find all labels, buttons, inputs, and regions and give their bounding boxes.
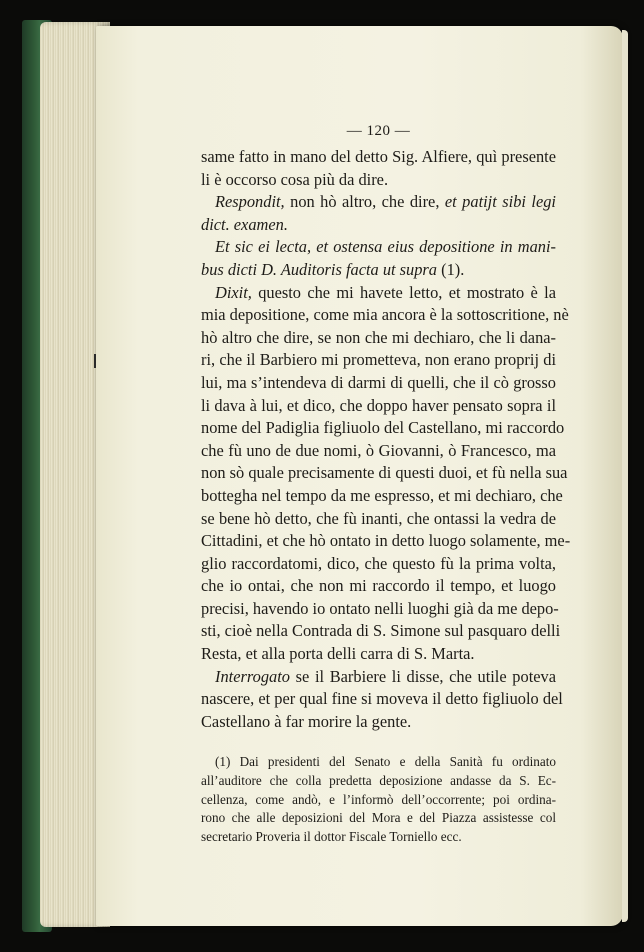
text-segment: Castellano à far morire la gente. (201, 711, 412, 731)
footnote-line: secretario Proveria il dottor Fiscale Torniello ecc. (201, 828, 462, 844)
text-segment: che fù uno de due nomi, ò Giovanni, ò Francesco, ma (201, 440, 556, 460)
text-line (201, 575, 556, 598)
footnote (201, 753, 556, 846)
text-line (201, 530, 571, 553)
margin-mark (94, 354, 96, 368)
text-line (201, 643, 556, 666)
text-line (201, 666, 556, 689)
text-line (201, 462, 568, 485)
italic-text: bus dicti D. Auditoris facta ut supra (201, 259, 438, 279)
page-right-edge (622, 30, 628, 922)
text-segment: Resta, et alla porta delli carra di S. Marta. (201, 644, 475, 664)
body-text (201, 146, 571, 733)
text-line (201, 417, 565, 440)
text-line (201, 304, 569, 327)
paragraph (201, 666, 563, 734)
text-line (201, 349, 556, 372)
text-line (201, 214, 556, 237)
paragraph (201, 282, 571, 666)
footnote-line: (1) Dai presidenti del Senato e della Sanità fu ordinato (215, 754, 556, 770)
text-line (201, 327, 556, 350)
text-line (201, 440, 556, 463)
text-segment: glio raccordatomi, dico, che questo fù la prima volta, (201, 553, 556, 573)
text-line (201, 259, 556, 282)
text-segment: same fatto in mano del detto Sig. Alfiere, quì presente (201, 147, 556, 166)
text-segment: Cittadini, et che hò ontato in detto luogo solamente, me- (201, 531, 571, 551)
text-segment: nome del Padiglia figliuolo del Castellano, mi raccordo (201, 418, 565, 438)
text-line (201, 711, 556, 734)
paragraph (201, 236, 556, 281)
page-text (201, 122, 571, 846)
text-segment: non sò quale precisamente di questi duoi, et fù nella sua (201, 463, 568, 483)
text-segment: sti, cioè nella Contrada di S. Simone sul pasquaro delli (201, 621, 561, 641)
italic-text: Et sic ei lecta, et ostensa eius depositione in mani- (215, 237, 556, 257)
text-segment: nascere, et per qual fine si moveva il detto figliuolo del (201, 689, 563, 709)
text-segment: ri, che il Barbiero mi prometteva, non erano proprij di (201, 350, 556, 370)
text-line (201, 191, 556, 214)
text-line (201, 395, 556, 418)
text-segment: mia depositione, come mia ancora è la sottoscritione, nè (201, 305, 569, 325)
text-segment: che io ontai, che non mi raccordo il tempo, et luogo (201, 576, 556, 596)
text-line (201, 282, 556, 305)
text-line (201, 372, 556, 395)
text-line (201, 236, 556, 259)
paragraph (201, 146, 556, 191)
text-segment: hò altro che dire, se non che mi dechiaro, che li dana- (201, 327, 556, 347)
italic-text: et patijt sibi legi (444, 192, 556, 212)
text-line (201, 688, 563, 711)
paragraph (201, 191, 556, 236)
text-segment: se il Barbiere li disse, che utile poteva (289, 666, 556, 686)
italic-text: dict. examen. (201, 214, 288, 234)
text-segment: lui, ma s’intendeva di darmi di quelli, che il cò grosso (201, 372, 556, 392)
footnote-line: all’auditore che colla predetta deposizione andasse da S. Ec- (201, 773, 556, 789)
text-line (201, 169, 556, 192)
text-line (201, 146, 556, 169)
text-segment: bottegha nel tempo da me espresso, et mi dechiaro, che (201, 485, 563, 505)
text-segment: li dava à lui, et dico, che doppo haver pensato sopra il (201, 395, 556, 415)
text-segment: se bene hò detto, che fù inanti, che ontassi la vedra de (201, 508, 556, 528)
text-segment: (1). (437, 259, 465, 279)
text-segment: precisi, havendo io ontato nelli luoghi già da me depo- (201, 598, 559, 618)
page-number: — 120 — (346, 123, 411, 139)
text-line (201, 508, 556, 531)
text-line (201, 620, 561, 643)
italic-text: Respondit, (215, 192, 285, 212)
footnote-line: cellenza, come andò, e l’informò dell’occorrente; poi ordina- (201, 791, 556, 807)
text-segment: questo che mi havete letto, et mostrato è la (251, 282, 556, 302)
italic-text: Dixit, (215, 282, 252, 302)
footnote-line: rono che alle deposizioni del Mora e del Piazza assistesse col (201, 810, 556, 826)
italic-text: Interrogato (215, 666, 290, 686)
text-segment: li è occorso cosa più da dire. (201, 169, 389, 189)
text-line (201, 598, 559, 621)
text-line (201, 553, 556, 576)
text-segment: non hò altro, che dire, (284, 192, 445, 212)
text-line (201, 485, 563, 508)
